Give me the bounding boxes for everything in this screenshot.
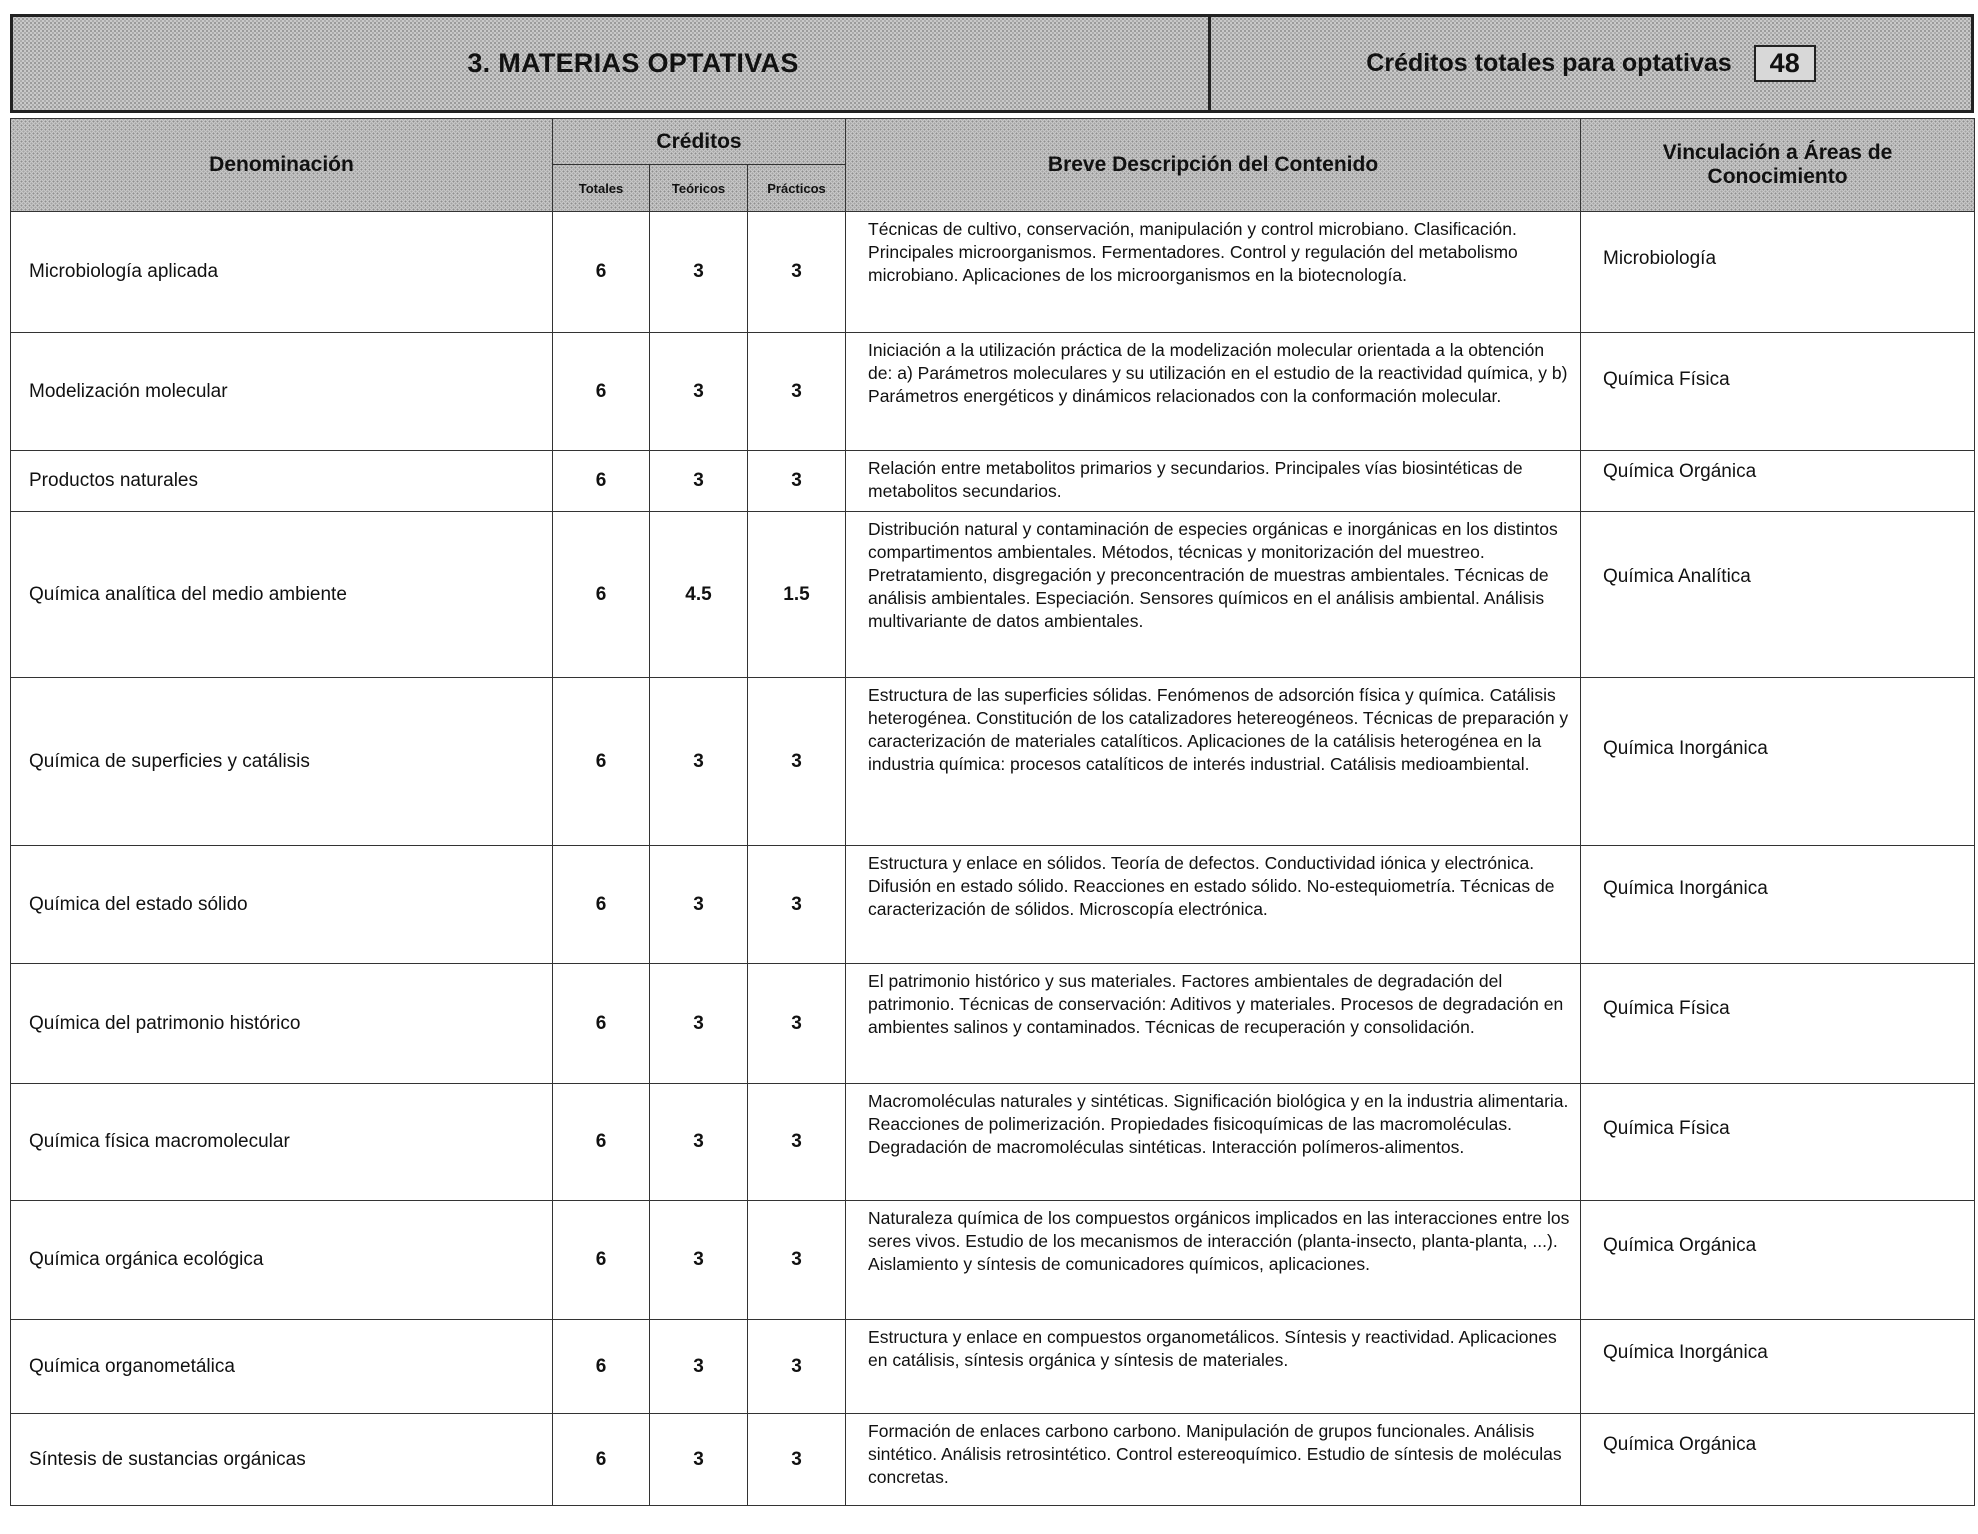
table-row [11,333,1975,451]
table-row [11,1414,1975,1506]
table-row [11,1201,1975,1320]
table-row [11,1320,1975,1414]
row-teoricos: 4.5 [650,512,748,678]
row-practicos: 3 [748,212,846,333]
row-teoricos: 3 [650,678,748,846]
table-body [11,212,1975,1506]
row-practicos: 3 [748,333,846,451]
row-description: Macromoléculas naturales y sintéticas. Significación biológica y en la industria alimentaria. Reacciones de polimerización. Propiedades fisicoquímicas de las macromoléculas. Degradación de macromoléculas sintéticas. Interacción polímeros-alimentos. [846,1084,1581,1201]
row-description: Naturaleza química de los compuestos orgánicos implicados en las interacciones entre los seres vivos. Estudio de los mecanismos de interacción (planta-insecto, planta-planta, ...). Aislamiento y síntesis de comunicadores químicos, aplicaciones. [846,1201,1581,1320]
col-practicos: Prácticos [748,165,846,212]
row-practicos: 3 [748,846,846,964]
row-description: Estructura y enlace en sólidos. Teoría de defectos. Conductividad iónica y electrónica. Difusión en estado sólido. Reacciones en estado sólido. No-estequiometría. Técnicas de caracterización de sólidos. Microscopía electrónica. [846,846,1581,964]
col-vinculacion-line2: Conocimiento [1707,165,1848,188]
row-name: Química del patrimonio histórico [11,964,553,1084]
section-title-cell [13,17,1211,110]
row-area: Química Orgánica [1581,1414,1975,1506]
row-teoricos: 3 [650,333,748,451]
row-totales: 6 [553,512,650,678]
row-practicos: 3 [748,964,846,1084]
table-row [11,451,1975,512]
row-description: Técnicas de cultivo, conservación, manipulación y control microbiano. Clasificación. Principales microorganismos. Fermentadores. Control y regulación del metabolismo microbiano. Aplicaciones de los microorganismos en la biotecnología. [846,212,1581,333]
row-name: Química orgánica ecológica [11,1201,553,1320]
row-totales: 6 [553,1414,650,1506]
row-area: Química Física [1581,964,1975,1084]
row-area: Química Analítica [1581,512,1975,678]
row-totales: 6 [553,964,650,1084]
row-totales: 6 [553,333,650,451]
row-teoricos: 3 [650,846,748,964]
row-totales: 6 [553,678,650,846]
row-totales: 6 [553,212,650,333]
row-name: Química física macromolecular [11,1084,553,1201]
table-row [11,964,1975,1084]
row-teoricos: 3 [650,1320,748,1414]
row-name: Química del estado sólido [11,846,553,964]
table-row [11,1084,1975,1201]
row-description: Estructura de las superficies sólidas. Fenómenos de adsorción física y química. Catálisis heterogénea. Constitución de los catalizadores hetereogéneos. Técnicas de preparación y caracterización de materiales catalíticos. Aplicaciones de la catálisis heterogénea en la industria química: procesos catalíticos de interés industrial. Catálisis medioambiental. [846,678,1581,846]
row-teoricos: 3 [650,212,748,333]
row-area: Química Orgánica [1581,1201,1975,1320]
row-area: Química Inorgánica [1581,678,1975,846]
row-description: Iniciación a la utilización práctica de la modelización molecular orientada a la obtención de: a) Parámetros moleculares y su utilización en el estudio de la reactividad química, y b) Parámetros energéticos y dinámicos relacionados con la conformación molecular. [846,333,1581,451]
table-header [11,119,1975,212]
row-description: El patrimonio histórico y sus materiales. Factores ambientales de degradación del patrimonio. Técnicas de conservación: Aditivos y materiales. Procesos de degradación en ambientes salinos y contaminados. Técnicas de recuperación y consolidación. [846,964,1581,1084]
row-totales: 6 [553,846,650,964]
col-vinculacion [1581,119,1975,212]
row-practicos: 1.5 [748,512,846,678]
row-area: Química Inorgánica [1581,846,1975,964]
subjects-table [10,118,1975,1506]
row-name: Química organometálica [11,1320,553,1414]
row-area: Química Física [1581,333,1975,451]
col-descripcion: Breve Descripción del Contenido [846,119,1581,212]
row-practicos: 3 [748,451,846,512]
row-practicos: 3 [748,1320,846,1414]
total-credits-value: 48 [1754,45,1816,82]
row-area: Química Física [1581,1084,1975,1201]
row-name: Química de superficies y catálisis [11,678,553,846]
row-totales: 6 [553,1201,650,1320]
table-row [11,512,1975,678]
row-area: Química Orgánica [1581,451,1975,512]
row-teoricos: 3 [650,1201,748,1320]
row-teoricos: 3 [650,1414,748,1506]
section-title: 3. MATERIAS OPTATIVAS [467,48,799,78]
col-totales: Totales [553,165,650,212]
total-credits-cell [1211,17,1971,110]
row-area: Microbiología [1581,212,1975,333]
table-row [11,678,1975,846]
optional-subjects-sheet [10,14,1974,1529]
row-totales: 6 [553,1084,650,1201]
table-row [11,212,1975,333]
row-teoricos: 3 [650,451,748,512]
row-name: Microbiología aplicada [11,212,553,333]
row-description: Relación entre metabolitos primarios y secundarios. Principales vías biosintéticas de metabolitos secundarios. [846,451,1581,512]
col-vinculacion-line1: Vinculación a Áreas de [1662,141,1893,164]
row-description: Estructura y enlace en compuestos organometálicos. Síntesis y reactividad. Aplicaciones en catálisis, síntesis orgánica y síntesis de materiales. [846,1320,1581,1414]
total-credits-label: Créditos totales para optativas [1366,49,1732,77]
col-creditos: Créditos [553,119,846,165]
row-name: Química analítica del medio ambiente [11,512,553,678]
row-description: Formación de enlaces carbono carbono. Manipulación de grupos funcionales. Análisis sintético. Análisis retrosintético. Control estereoquímico. Estudio de síntesis de moléculas concretas. [846,1414,1581,1506]
row-practicos: 3 [748,1414,846,1506]
col-teoricos: Teóricos [650,165,748,212]
row-practicos: 3 [748,1201,846,1320]
col-denominacion: Denominación [11,119,553,212]
table-row [11,846,1975,964]
row-practicos: 3 [748,1084,846,1201]
row-practicos: 3 [748,678,846,846]
row-name: Productos naturales [11,451,553,512]
row-area: Química Inorgánica [1581,1320,1975,1414]
row-name: Síntesis de sustancias orgánicas [11,1414,553,1506]
section-header [10,14,1974,113]
row-name: Modelización molecular [11,333,553,451]
row-description: Distribución natural y contaminación de especies orgánicas e inorgánicas en los distintos compartimentos ambientales. Métodos, técnicas y monitorización del muestreo. Pretratamiento, disgregación y preconcentración de muestras ambientales. Técnicas de análisis ambientales. Especiación. Sensores químicos en el análisis ambiental. Análisis multivariante de datos ambientales. [846,512,1581,678]
row-totales: 6 [553,1320,650,1414]
row-teoricos: 3 [650,1084,748,1201]
row-teoricos: 3 [650,964,748,1084]
row-totales: 6 [553,451,650,512]
